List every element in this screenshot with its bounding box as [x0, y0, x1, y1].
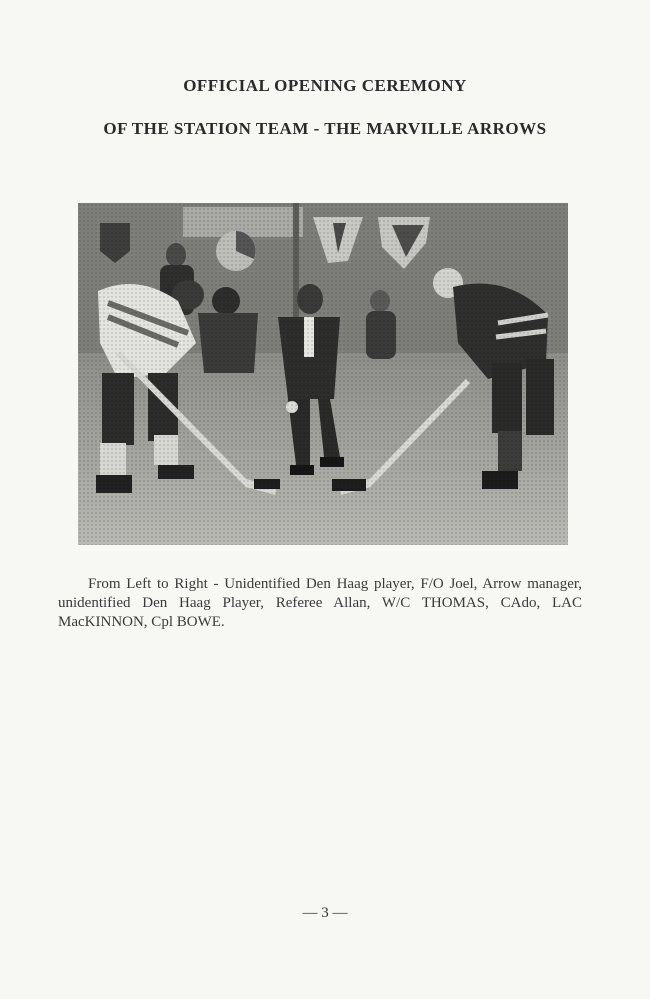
photo-caption: [58, 575, 582, 632]
page-number: — 3 —: [302, 905, 348, 921]
heading-line-2: OF THE STATION TEAM - THE MARVILLE ARROWS: [103, 119, 547, 138]
caption-text: From Left to Right - Unidentified Den Haag player, F/O Joel, Arrow manager, unidentified Den Haag Player, Referee Allan, W/C THOMAS, CAdo, LAC MacKINNON, Cpl BOWE.: [58, 576, 582, 630]
face-off-photo: [78, 203, 568, 545]
heading-line-1: OFFICIAL OPENING CEREMONY: [183, 76, 467, 95]
